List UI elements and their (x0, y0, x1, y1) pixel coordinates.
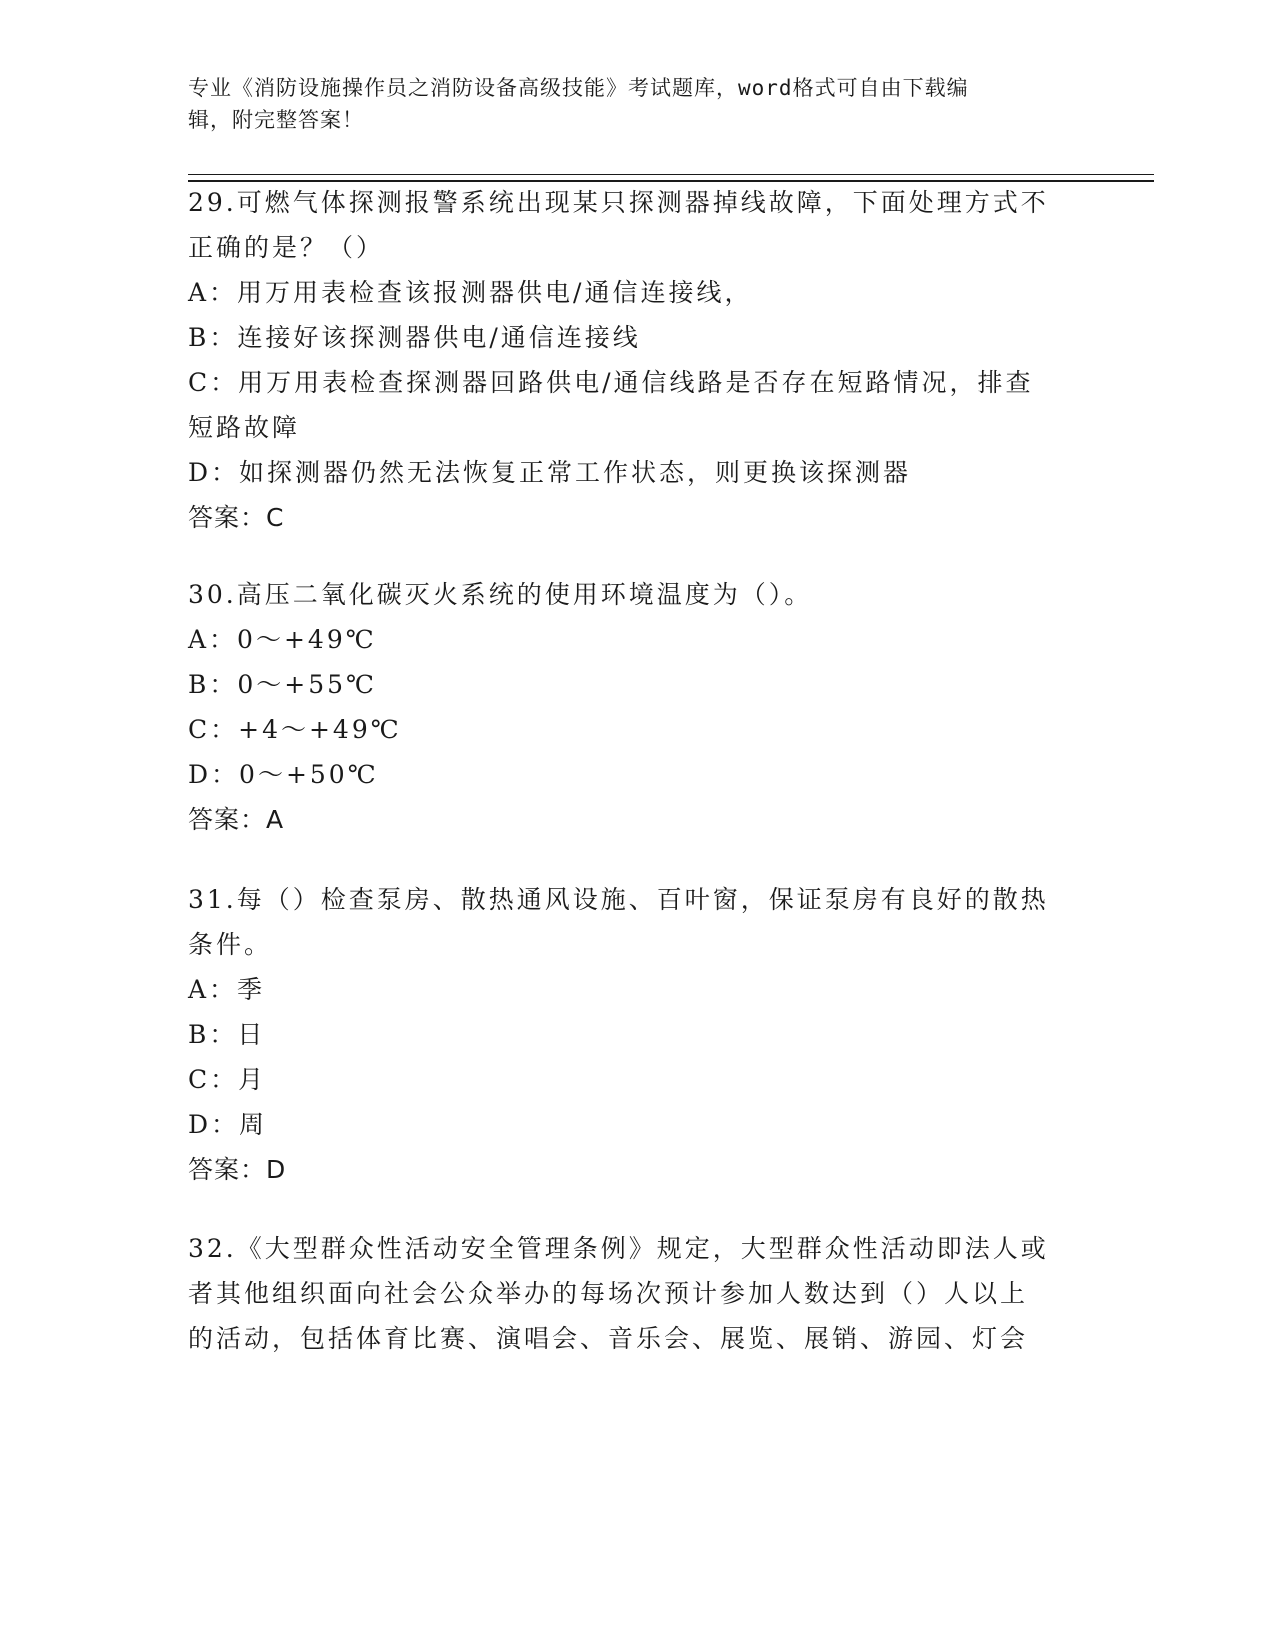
option-c-continued: 短路故障 (188, 413, 301, 442)
question-stem-line: 正确的是？（） (188, 233, 385, 262)
header-divider-thin (188, 174, 1154, 175)
question-stem-line: 者其他组织面向社会公众举办的每场次预计参加人数达到（）人以上 (188, 1279, 1029, 1308)
option-c: C：月 (188, 1065, 267, 1094)
question-stem-line: 31.每（）检查泵房、散热通风设施、百叶窗，保证泵房有良好的散热 (188, 885, 1049, 914)
question-30 (188, 572, 1068, 842)
header-line-1: 专业《消防设施操作员之消防设备高级技能》考试题库，word格式可自由下载编 (188, 76, 969, 100)
question-32 (188, 1226, 1068, 1361)
option-d: D：0～+50℃ (188, 760, 379, 789)
option-a: A：季 (188, 975, 266, 1004)
option-b: B：连接好该探测器供电/通信连接线 (188, 323, 641, 352)
option-d: D：如探测器仍然无法恢复正常工作状态，则更换该探测器 (188, 458, 912, 487)
header-line-2: 辑，附完整答案！ (188, 108, 364, 132)
option-b: B：0～+55℃ (188, 670, 378, 699)
question-stem-line: 的活动，包括体育比赛、演唱会、音乐会、展览、展销、游园、灯会 (188, 1324, 1029, 1353)
option-b: B：日 (188, 1020, 266, 1049)
answer-label: 答案：C (188, 503, 285, 532)
option-c: C：用万用表检查探测器回路供电/通信线路是否存在短路情况，排查 (188, 368, 1034, 397)
question-stem-line: 29.可燃气体探测报警系统出现某只探测器掉线故障，下面处理方式不 (188, 188, 1049, 217)
question-31 (188, 877, 1068, 1192)
question-stem-line: 30.高压二氧化碳灭火系统的使用环境温度为（）。 (188, 580, 813, 609)
option-a: A：0～+49℃ (188, 625, 377, 654)
question-stem-line: 32.《大型群众性活动安全管理条例》规定，大型群众性活动即法人或 (188, 1234, 1049, 1263)
option-a: A：用万用表检查该报测器供电/通信连接线， (188, 278, 753, 307)
answer-label: 答案：A (188, 805, 285, 834)
answer-label: 答案：D (188, 1155, 287, 1184)
document-header (188, 72, 1068, 136)
option-d: D：周 (188, 1110, 268, 1139)
question-29 (188, 180, 1068, 540)
question-stem-line: 条件。 (188, 930, 273, 959)
option-c: C：+4～+49℃ (188, 715, 402, 744)
